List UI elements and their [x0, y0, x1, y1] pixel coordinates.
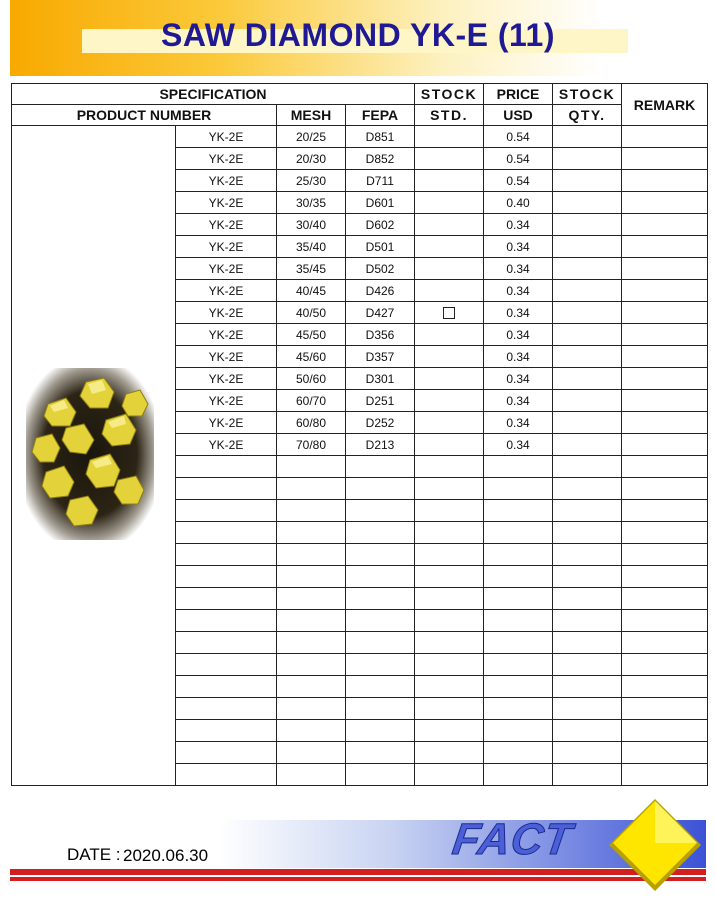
mesh-cell	[277, 720, 346, 742]
stock-std-cell	[415, 390, 484, 412]
remark-cell	[622, 346, 708, 368]
stock-std-cell	[415, 214, 484, 236]
stock-qty-cell	[553, 720, 622, 742]
mesh-cell	[277, 610, 346, 632]
footer-red-line-thin	[10, 877, 706, 881]
header-fepa: FEPA	[346, 105, 415, 126]
mesh-cell: 40/45	[277, 280, 346, 302]
header-product-number: PRODUCT NUMBER	[12, 105, 277, 126]
price-cell	[484, 720, 553, 742]
price-cell	[484, 742, 553, 764]
fepa-cell	[346, 566, 415, 588]
fepa-cell	[346, 610, 415, 632]
stock-qty-cell	[553, 544, 622, 566]
remark-cell	[622, 720, 708, 742]
product-number-cell	[176, 610, 277, 632]
remark-cell	[622, 764, 708, 786]
fepa-cell	[346, 478, 415, 500]
fepa-cell	[346, 588, 415, 610]
stock-qty-cell	[553, 390, 622, 412]
price-cell	[484, 764, 553, 786]
remark-cell	[622, 302, 708, 324]
fepa-cell	[346, 764, 415, 786]
stock-qty-cell	[553, 566, 622, 588]
remark-cell	[622, 588, 708, 610]
stock-std-cell	[415, 280, 484, 302]
price-cell	[484, 632, 553, 654]
product-number-cell	[176, 522, 277, 544]
fepa-cell: D252	[346, 412, 415, 434]
product-number-cell: YK-2E	[176, 214, 277, 236]
mesh-cell: 40/50	[277, 302, 346, 324]
remark-cell	[622, 610, 708, 632]
product-number-cell: YK-2E	[176, 148, 277, 170]
header-mesh: MESH	[277, 105, 346, 126]
header-stock-std-2: STD.	[415, 105, 484, 126]
stock-qty-cell	[553, 368, 622, 390]
stock-qty-cell	[553, 192, 622, 214]
fepa-cell	[346, 522, 415, 544]
price-cell	[484, 456, 553, 478]
product-number-cell	[176, 544, 277, 566]
mesh-cell: 35/45	[277, 258, 346, 280]
table-body	[12, 126, 708, 786]
stock-qty-cell	[553, 610, 622, 632]
fepa-cell	[346, 698, 415, 720]
header-stock-qty-2: QTY.	[553, 105, 622, 126]
stock-qty-cell	[553, 434, 622, 456]
mesh-cell	[277, 698, 346, 720]
fepa-cell: D356	[346, 324, 415, 346]
header-specification: SPECIFICATION	[12, 84, 415, 105]
stock-std-cell	[415, 544, 484, 566]
price-cell	[484, 610, 553, 632]
stock-qty-cell	[553, 214, 622, 236]
stock-qty-cell	[553, 632, 622, 654]
mesh-cell	[277, 566, 346, 588]
remark-cell	[622, 434, 708, 456]
fepa-cell	[346, 676, 415, 698]
stock-qty-cell	[553, 324, 622, 346]
header-remark: REMARK	[622, 84, 708, 126]
mesh-cell: 35/40	[277, 236, 346, 258]
product-number-cell: YK-2E	[176, 258, 277, 280]
remark-cell	[622, 170, 708, 192]
price-cell: 0.34	[484, 280, 553, 302]
remark-cell	[622, 390, 708, 412]
stock-qty-cell	[553, 412, 622, 434]
mesh-cell	[277, 588, 346, 610]
fepa-cell	[346, 544, 415, 566]
stock-qty-cell	[553, 522, 622, 544]
remark-cell	[622, 280, 708, 302]
fepa-cell: D357	[346, 346, 415, 368]
price-cell: 0.54	[484, 170, 553, 192]
mesh-cell: 50/60	[277, 368, 346, 390]
spec-table	[11, 83, 708, 786]
remark-cell	[622, 368, 708, 390]
fact-logo: FACT	[449, 815, 576, 864]
fepa-cell	[346, 500, 415, 522]
price-cell: 0.34	[484, 214, 553, 236]
product-number-cell: YK-2E	[176, 302, 277, 324]
stock-std-cell	[415, 368, 484, 390]
fepa-cell	[346, 654, 415, 676]
stock-std-cell	[415, 610, 484, 632]
stock-qty-cell	[553, 280, 622, 302]
header-stock-qty-1: STOCK	[553, 84, 622, 105]
stock-qty-cell	[553, 258, 622, 280]
mesh-cell	[277, 676, 346, 698]
product-number-cell	[176, 742, 277, 764]
remark-cell	[622, 324, 708, 346]
stock-std-cell	[415, 456, 484, 478]
remark-cell	[622, 192, 708, 214]
fepa-cell: D601	[346, 192, 415, 214]
footer-red-line	[10, 869, 706, 875]
stock-std-cell	[415, 632, 484, 654]
product-number-cell	[176, 456, 277, 478]
fepa-cell	[346, 632, 415, 654]
product-number-cell: YK-2E	[176, 368, 277, 390]
stock-std-cell	[415, 500, 484, 522]
product-image-cell	[12, 126, 176, 786]
date-value: 2020.06.30	[123, 846, 209, 865]
product-number-cell	[176, 632, 277, 654]
stock-qty-cell	[553, 126, 622, 148]
stock-std-cell	[415, 170, 484, 192]
price-cell: 0.34	[484, 434, 553, 456]
price-cell: 0.54	[484, 148, 553, 170]
fepa-cell: D251	[346, 390, 415, 412]
table-row	[12, 126, 708, 148]
price-cell: 0.34	[484, 324, 553, 346]
fepa-cell: D852	[346, 148, 415, 170]
price-cell	[484, 478, 553, 500]
fepa-cell: D213	[346, 434, 415, 456]
remark-cell	[622, 632, 708, 654]
price-cell: 0.34	[484, 302, 553, 324]
header-row-1	[12, 84, 708, 105]
diamond-grains-image	[26, 368, 154, 540]
product-number-cell	[176, 654, 277, 676]
price-cell: 0.34	[484, 368, 553, 390]
price-cell: 0.34	[484, 346, 553, 368]
stock-std-cell	[415, 434, 484, 456]
product-number-cell: YK-2E	[176, 412, 277, 434]
product-number-cell	[176, 478, 277, 500]
remark-cell	[622, 148, 708, 170]
mesh-cell	[277, 522, 346, 544]
remark-cell	[622, 236, 708, 258]
remark-cell	[622, 258, 708, 280]
remark-cell	[622, 522, 708, 544]
stock-std-cell	[415, 324, 484, 346]
mesh-cell	[277, 500, 346, 522]
stock-qty-cell	[553, 148, 622, 170]
mesh-cell: 20/30	[277, 148, 346, 170]
product-number-cell: YK-2E	[176, 192, 277, 214]
header-stock-std-1: STOCK	[415, 84, 484, 105]
remark-cell	[622, 676, 708, 698]
fepa-cell: D711	[346, 170, 415, 192]
stock-qty-cell	[553, 500, 622, 522]
product-number-cell	[176, 720, 277, 742]
price-cell: 0.34	[484, 390, 553, 412]
product-number-cell: YK-2E	[176, 434, 277, 456]
price-cell: 0.34	[484, 412, 553, 434]
mesh-cell	[277, 544, 346, 566]
stock-qty-cell	[553, 346, 622, 368]
stock-std-cell	[415, 698, 484, 720]
stock-std-cell	[415, 588, 484, 610]
header-price-2: USD	[484, 105, 553, 126]
mesh-cell: 20/25	[277, 126, 346, 148]
price-cell: 0.40	[484, 192, 553, 214]
fepa-cell	[346, 742, 415, 764]
mesh-cell: 45/60	[277, 346, 346, 368]
product-number-cell	[176, 500, 277, 522]
stock-std-cell	[415, 720, 484, 742]
mesh-cell	[277, 764, 346, 786]
fepa-cell: D301	[346, 368, 415, 390]
stock-std-cell	[415, 412, 484, 434]
stock-qty-cell	[553, 302, 622, 324]
stock-qty-cell	[553, 676, 622, 698]
diamond-logo-icon	[607, 797, 703, 893]
product-number-cell: YK-2E	[176, 324, 277, 346]
product-number-cell	[176, 676, 277, 698]
stock-qty-cell	[553, 764, 622, 786]
stock-qty-cell	[553, 478, 622, 500]
product-number-cell	[176, 588, 277, 610]
mesh-cell: 45/50	[277, 324, 346, 346]
fepa-cell: D502	[346, 258, 415, 280]
fepa-cell	[346, 456, 415, 478]
stock-qty-cell	[553, 236, 622, 258]
price-cell	[484, 698, 553, 720]
remark-cell	[622, 500, 708, 522]
remark-cell	[622, 456, 708, 478]
mesh-cell	[277, 478, 346, 500]
product-number-cell: YK-2E	[176, 126, 277, 148]
mesh-cell: 25/30	[277, 170, 346, 192]
stock-qty-cell	[553, 742, 622, 764]
fepa-cell: D602	[346, 214, 415, 236]
remark-cell	[622, 214, 708, 236]
mesh-cell	[277, 654, 346, 676]
stock-qty-cell	[553, 698, 622, 720]
fepa-cell: D427	[346, 302, 415, 324]
remark-cell	[622, 742, 708, 764]
stock-qty-cell	[553, 170, 622, 192]
fepa-cell: D851	[346, 126, 415, 148]
stock-std-cell	[415, 258, 484, 280]
mesh-cell	[277, 632, 346, 654]
stock-std-cell	[415, 126, 484, 148]
stock-std-cell	[415, 676, 484, 698]
mesh-cell: 60/70	[277, 390, 346, 412]
fepa-cell	[346, 720, 415, 742]
price-cell: 0.54	[484, 126, 553, 148]
mesh-cell: 30/40	[277, 214, 346, 236]
mesh-cell: 70/80	[277, 434, 346, 456]
remark-cell	[622, 544, 708, 566]
stock-std-cell	[415, 236, 484, 258]
stock-std-cell	[415, 566, 484, 588]
stock-std-cell	[415, 148, 484, 170]
date-label: DATE :	[67, 845, 121, 864]
stock-std-cell	[415, 764, 484, 786]
header-price-1: PRICE	[484, 84, 553, 105]
fepa-cell: D426	[346, 280, 415, 302]
price-cell	[484, 676, 553, 698]
stock-std-cell	[415, 522, 484, 544]
product-number-cell: YK-2E	[176, 280, 277, 302]
stock-std-cell	[415, 192, 484, 214]
stock-checkbox[interactable]	[443, 307, 455, 319]
stock-std-cell	[415, 346, 484, 368]
stock-std-cell	[415, 742, 484, 764]
price-cell: 0.34	[484, 236, 553, 258]
price-cell: 0.34	[484, 258, 553, 280]
fepa-cell: D501	[346, 236, 415, 258]
mesh-cell: 30/35	[277, 192, 346, 214]
stock-std-cell	[415, 302, 484, 324]
page-title: SAW DIAMOND YK-E (11)	[161, 17, 555, 53]
price-cell	[484, 522, 553, 544]
remark-cell	[622, 654, 708, 676]
stock-qty-cell	[553, 456, 622, 478]
price-cell	[484, 654, 553, 676]
stock-std-cell	[415, 654, 484, 676]
product-number-cell: YK-2E	[176, 346, 277, 368]
remark-cell	[622, 478, 708, 500]
price-cell	[484, 500, 553, 522]
price-cell	[484, 588, 553, 610]
remark-cell	[622, 126, 708, 148]
remark-cell	[622, 698, 708, 720]
price-cell	[484, 566, 553, 588]
stock-std-cell	[415, 478, 484, 500]
product-number-cell: YK-2E	[176, 170, 277, 192]
product-number-cell	[176, 764, 277, 786]
stock-qty-cell	[553, 588, 622, 610]
product-number-cell: YK-2E	[176, 236, 277, 258]
mesh-cell: 60/80	[277, 412, 346, 434]
price-cell	[484, 544, 553, 566]
header-row-2	[12, 105, 708, 126]
mesh-cell	[277, 742, 346, 764]
product-number-cell	[176, 698, 277, 720]
product-number-cell: YK-2E	[176, 390, 277, 412]
mesh-cell	[277, 456, 346, 478]
product-number-cell	[176, 566, 277, 588]
stock-qty-cell	[553, 654, 622, 676]
remark-cell	[622, 566, 708, 588]
remark-cell	[622, 412, 708, 434]
